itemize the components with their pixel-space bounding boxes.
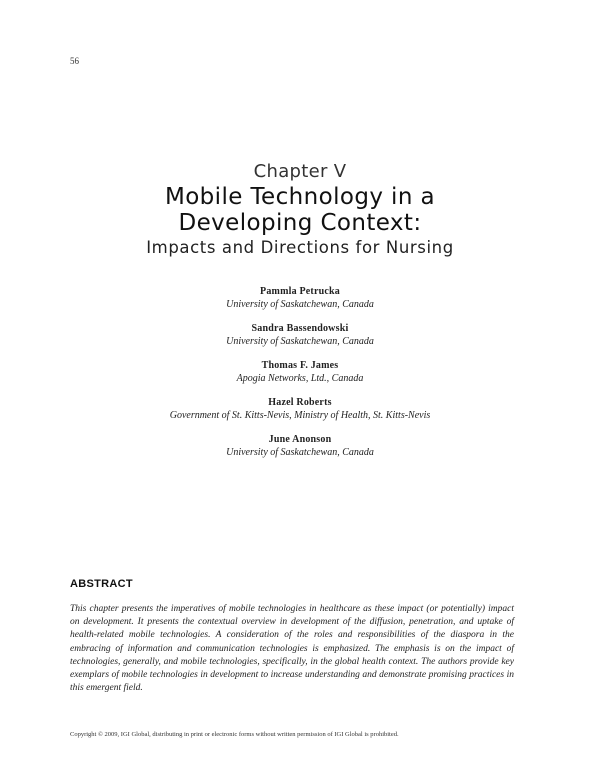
- author-entry: [0, 434, 600, 459]
- author-entry: [0, 286, 600, 311]
- author-affiliation: Apogia Networks, Ltd., Canada: [236, 372, 364, 384]
- abstract-body: This chapter presents the imperatives of mobile technologies in healthcare as these impact (or potentially) impact on development. It presents the contextual overview in development of the diffusion, penetration, and uptake of health-related mobile technologies. A consideration of the roles and responsibilities of the diaspora in the embracing of information and communication technologies is emphasized. The emphasis is on the impact of technologies, generally, and mobile technologies, specifically, in the global health context. The authors provide key exemplars of mobile technologies in development to increase understanding and demonstrate promising practices in this emergent field.: [70, 604, 514, 694]
- author-entry: [0, 360, 600, 385]
- author-list: [0, 286, 600, 471]
- chapter-subtitle: Impacts and Directions for Nursing: [146, 238, 454, 257]
- author-name: Pammla Petrucka: [260, 286, 340, 297]
- author-affiliation: University of Saskatchewan, Canada: [226, 335, 374, 347]
- author-entry: [0, 323, 600, 348]
- abstract-heading: ABSTRACT: [70, 578, 133, 590]
- author-entry: [0, 397, 600, 422]
- author-name: Sandra Bassendowski: [251, 323, 349, 334]
- author-affiliation: Government of St. Kitts-Nevis, Ministry of Health, St. Kitts-Nevis: [169, 409, 431, 421]
- copyright-notice: Copyright © 2009, IGI Global, distributing in print or electronic forms without written permission of IGI Global is prohibited.: [70, 731, 399, 738]
- author-name: June Anonson: [268, 434, 332, 445]
- author-affiliation: University of Saskatchewan, Canada: [226, 446, 374, 458]
- author-affiliation: University of Saskatchewan, Canada: [226, 298, 374, 310]
- author-name: Hazel Roberts: [268, 397, 332, 408]
- chapter-title-line-1: Mobile Technology in a: [164, 184, 436, 210]
- page-number: 56: [70, 56, 79, 66]
- chapter-title-line-2: Developing Context:: [178, 210, 422, 236]
- chapter-heading: [0, 160, 600, 259]
- chapter-label: Chapter V: [253, 161, 347, 182]
- author-name: Thomas F. James: [261, 360, 339, 371]
